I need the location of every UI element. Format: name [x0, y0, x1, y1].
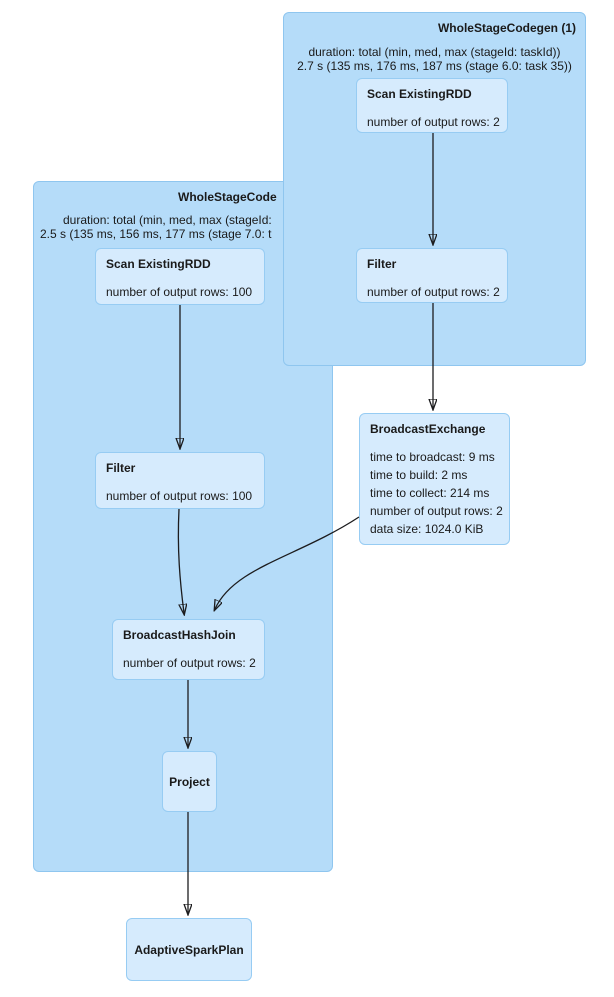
node-title: Scan ExistingRDD	[367, 87, 472, 101]
node-metric: number of output rows: 2	[370, 504, 503, 518]
node-broadcast-exchange[interactable]	[359, 413, 510, 545]
node-title: Project	[169, 774, 210, 789]
node-metric: time to build: 2 ms	[370, 468, 468, 482]
node-project[interactable]	[162, 751, 217, 812]
cluster-duration-line2: 2.7 s (135 ms, 176 ms, 187 ms (stage 6.0: task 35))	[297, 59, 572, 73]
node-metric: number of output rows: 2	[123, 656, 256, 670]
node-title: BroadcastExchange	[370, 422, 486, 436]
node-metric: time to broadcast: 9 ms	[370, 450, 495, 464]
node-metric: number of output rows: 2	[367, 285, 500, 299]
node-metric: number of output rows: 2	[367, 115, 500, 129]
cluster-title: WholeStageCode	[178, 190, 277, 204]
node-scan-existingrdd-right[interactable]	[356, 78, 508, 133]
node-filter-left[interactable]	[95, 452, 265, 509]
node-scan-existingrdd-left[interactable]	[95, 248, 265, 305]
cluster-duration-line1: duration: total (min, med, max (stageId:	[63, 213, 272, 227]
cluster-wholestagecodegen-1	[283, 12, 586, 366]
node-title: Scan ExistingRDD	[106, 257, 211, 271]
node-broadcast-hash-join[interactable]	[112, 619, 265, 680]
node-title: Filter	[106, 461, 136, 475]
cluster-title: WholeStageCodegen (1)	[437, 21, 576, 35]
node-metric: number of output rows: 100	[106, 489, 253, 503]
node-metric: time to collect: 214 ms	[370, 486, 490, 500]
node-metric: data size: 1024.0 KiB	[370, 522, 484, 536]
node-filter-right[interactable]	[356, 248, 508, 303]
node-title: AdaptiveSparkPlan	[134, 942, 244, 957]
node-adaptive-spark-plan[interactable]	[126, 918, 252, 981]
cluster-duration-line2: 2.5 s (135 ms, 156 ms, 177 ms (stage 7.0: t	[40, 227, 272, 241]
node-title: Filter	[367, 257, 397, 271]
cluster-duration-line1: duration: total (min, med, max (stageId: taskId))	[308, 45, 561, 59]
node-metric: number of output rows: 100	[106, 285, 253, 299]
node-title: BroadcastHashJoin	[123, 628, 236, 642]
